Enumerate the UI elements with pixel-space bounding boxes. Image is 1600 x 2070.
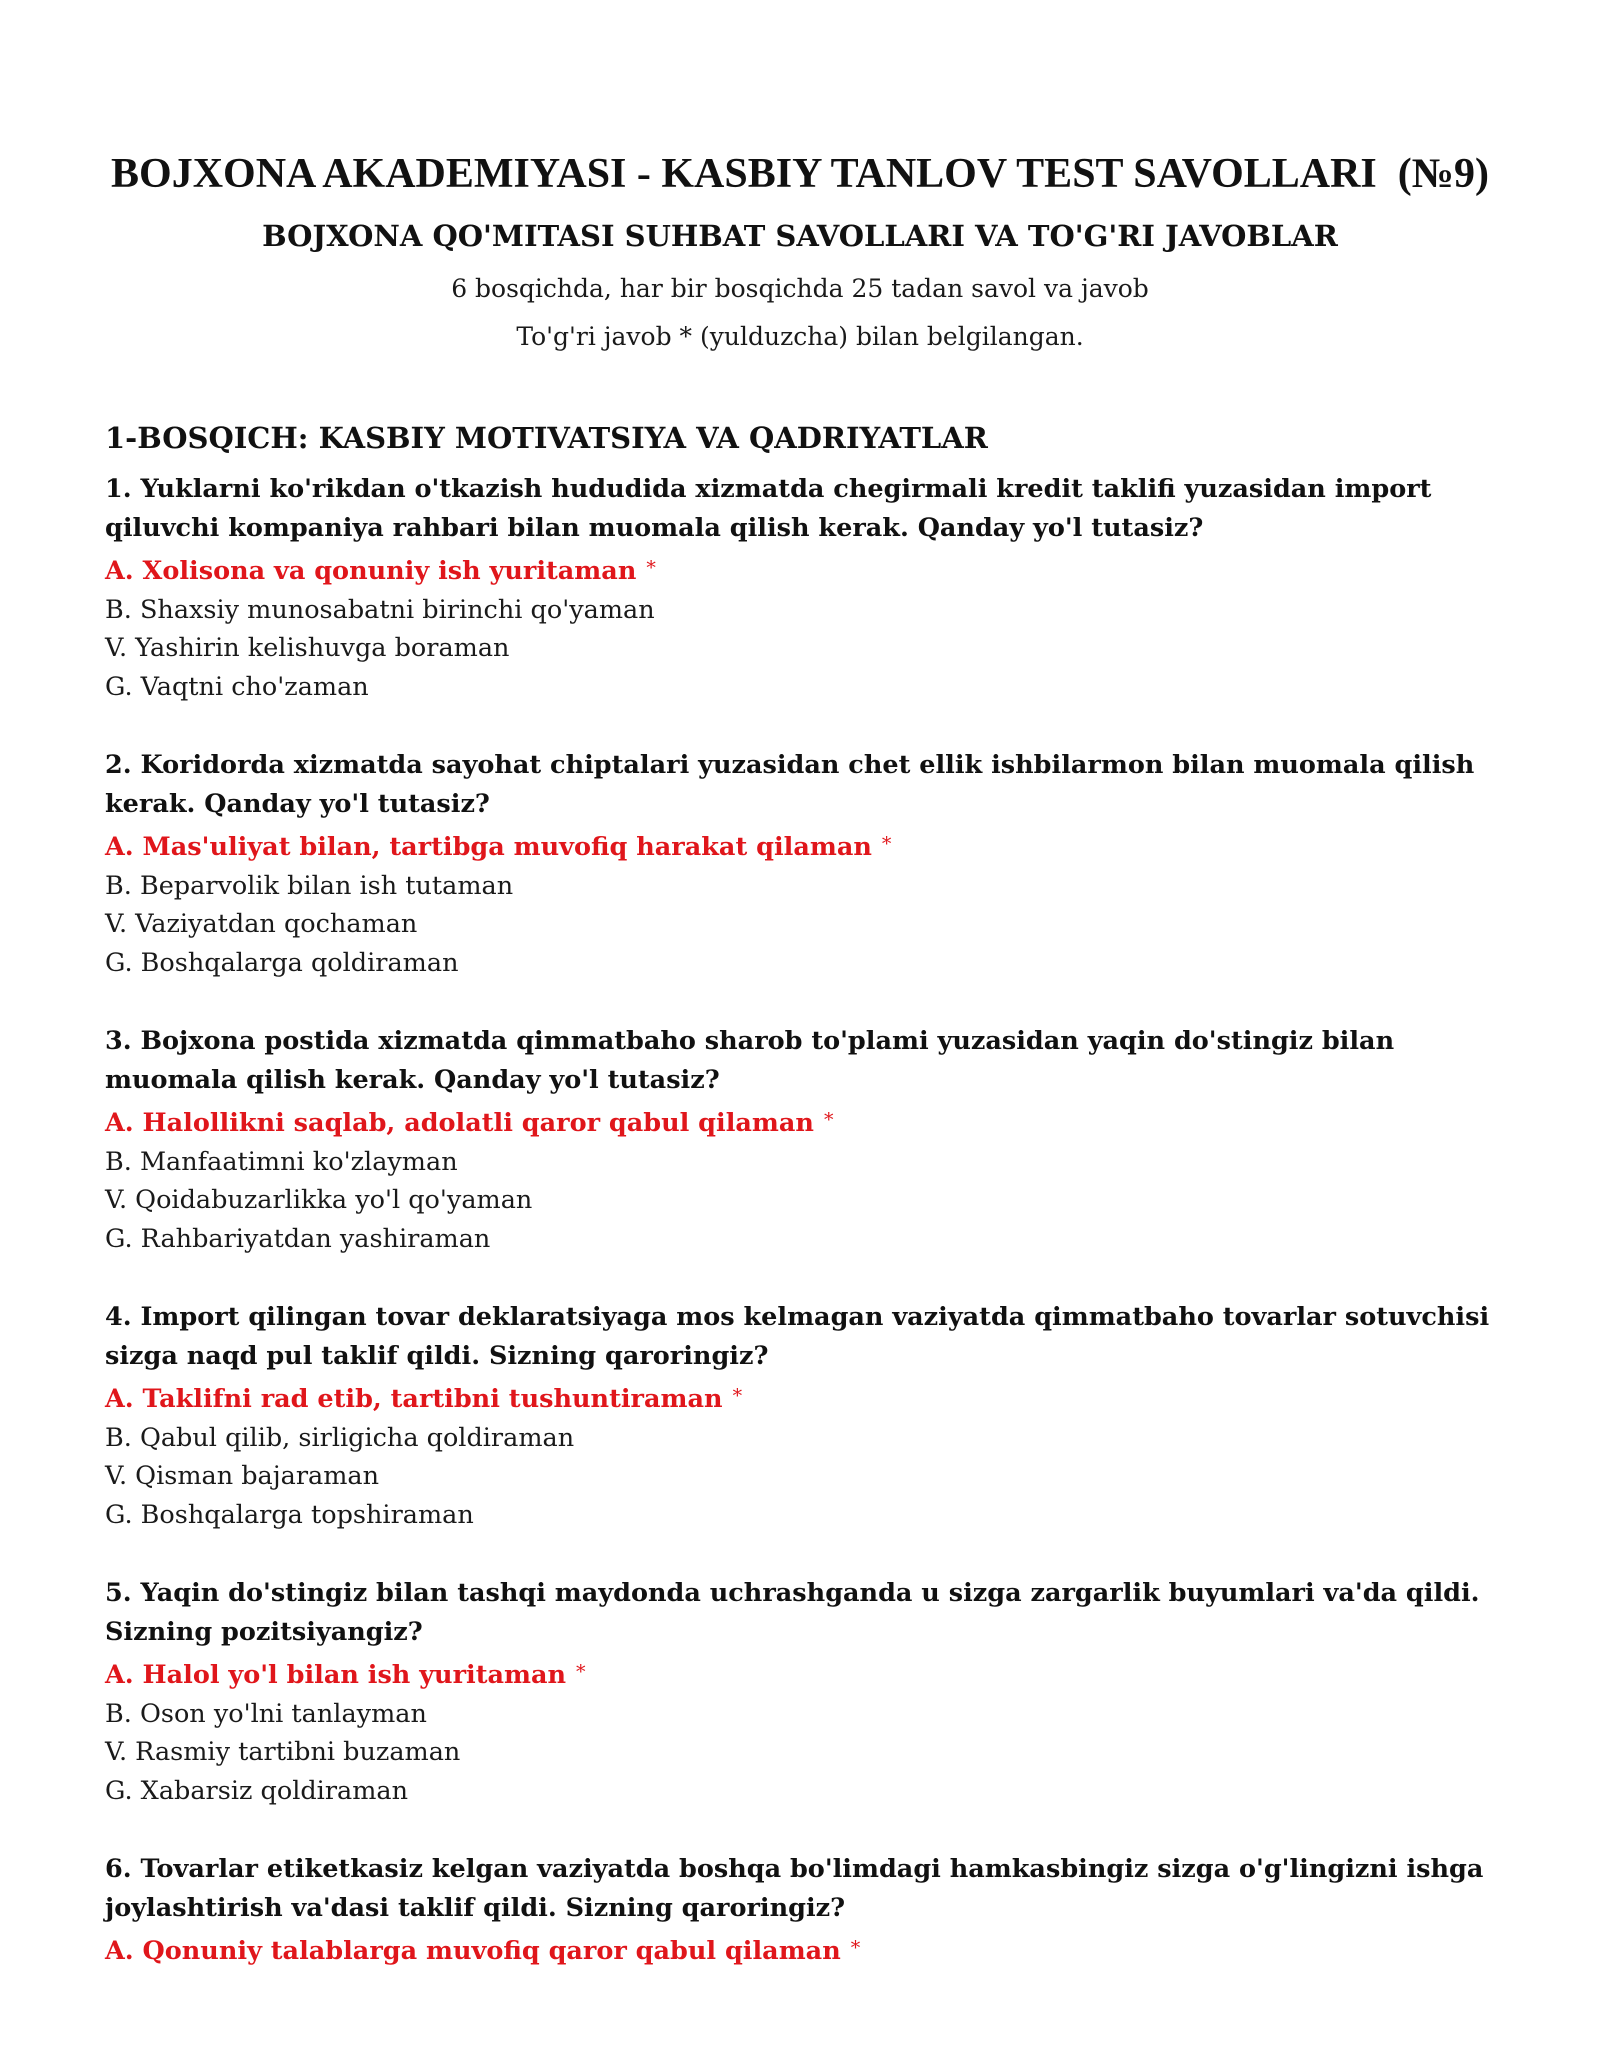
intro-line-1: 6 bosqichda, har bir bosqichda 25 tadan savol va javob [451,274,1149,303]
section-content [105,418,1505,2011]
question-item [105,1022,1505,1258]
correct-answer [105,1929,1505,1971]
answer-option: G. Boshqalarga topshiraman [105,1499,474,1530]
answer-option: G. Boshqalarga qoldiraman [105,947,459,978]
question-text: 1. Yuklarni ko'rikdan o'tkazish hududida xizmatda chegirmali kredit taklifi yuzasidan import qiluvchi kompaniya rahbari bilan muomala qilish kerak. Qanday yo'l tutasiz? [105,474,1432,543]
answer-option: G. Xabarsiz qoldiraman [105,1775,409,1806]
answer-text: A. Taklifni rad etib, tartibni tushuntiraman [105,1384,723,1414]
answer-text: A. Mas'uliyat bilan, tartibga muvofiq harakat qilaman [105,832,872,862]
answer-text: A. Qonuniy talablarga muvofiq qaror qabul qilaman [105,1936,841,1966]
correct-answer [105,1377,1505,1419]
question-item [105,746,1505,982]
answer-option: B. Beparvolik bilan ish tutaman [105,870,514,901]
correct-answer [105,825,1505,867]
question-item [105,1574,1505,1810]
star-marker: * [823,1109,834,1131]
answer-option: B. Oson yo'lni tanlayman [105,1698,427,1729]
question-item [105,470,1505,706]
answer-option: B. Shaxsiy munosabatni birinchi qo'yaman [105,594,655,625]
star-marker: * [646,557,656,579]
correct-answer [105,1653,1505,1695]
star-marker: * [850,1937,861,1959]
answer-option: V. Rasmiy tartibni buzaman [105,1737,461,1767]
answer-option: V. Qisman bajaraman [105,1461,380,1491]
answer-text: A. Xolisona va qonuniy ish yuritaman [105,556,637,586]
answer-option: G. Vaqtni cho'zaman [105,671,369,702]
question-item [105,1850,1505,1971]
star-marker: * [881,833,892,855]
correct-answer [105,1101,1505,1143]
answer-option: B. Manfaatimni ko'zlayman [105,1146,458,1177]
document-title: BOJXONA AKADEMIYASI - KASBIY TANLOV TEST SAVOLLARI (№9) [111,151,1489,197]
section-heading: 1-BOSQICH: KASBIY MOTIVATSIYA VA QADRIYATLAR [105,421,988,455]
question-text: 2. Koridorda xizmatda sayohat chiptalari yuzasidan chet ellik ishbilarmon bilan muomala qilish kerak. Qanday yo'l tutasiz? [105,750,1475,819]
question-text: 5. Yaqin do'stingiz bilan tashqi maydonda uchrashganda u sizga zargarlik buyumlari va'da qildi. Sizning pozitsiyangiz? [105,1578,1480,1647]
correct-answer [105,549,1505,591]
answer-option: V. Vaziyatdan qochaman [105,909,418,939]
question-item [105,1298,1505,1534]
star-marker: * [732,1385,743,1407]
document-subtitle: BOJXONA QO'MITASI SUHBAT SAVOLLARI VA TO'G'RI JAVOBLAR [262,219,1338,253]
question-text: 6. Tovarlar etiketkasiz kelgan vaziyatda boshqa bo'limdagi hamkasbingiz sizga o'g'lingizni ishga joylashtirish va'dasi taklif qildi. Sizning qaroringiz? [105,1854,1484,1923]
answer-option: B. Qabul qilib, sirligicha qoldiraman [105,1422,575,1453]
question-text: 4. Import qilingan tovar deklaratsiyaga mos kelmagan vaziyatda qimmatbaho tovarlar sotuvchisi sizga naqd pul taklif qildi. Sizning qaroringiz? [105,1302,1490,1371]
answer-option: V. Yashirin kelishuvga boraman [105,633,510,663]
answer-text: A. Halollikni saqlab, adolatli qaror qabul qilaman [105,1108,814,1138]
answer-text: A. Halol yo'l bilan ish yuritaman [105,1660,567,1690]
intro-line-2: To'g'ri javob * (yulduzcha) bilan belgilangan. [516,322,1084,351]
answer-option: V. Qoidabuzarlikka yo'l qo'yaman [105,1185,533,1215]
question-text: 3. Bojxona postida xizmatda qimmatbaho sharob to'plami yuzasidan yaqin do'stingiz bilan muomala qilish kerak. Qanday yo'l tutasiz? [105,1026,1395,1095]
answer-option: G. Rahbariyatdan yashiraman [105,1223,491,1254]
star-marker: * [576,1661,586,1683]
